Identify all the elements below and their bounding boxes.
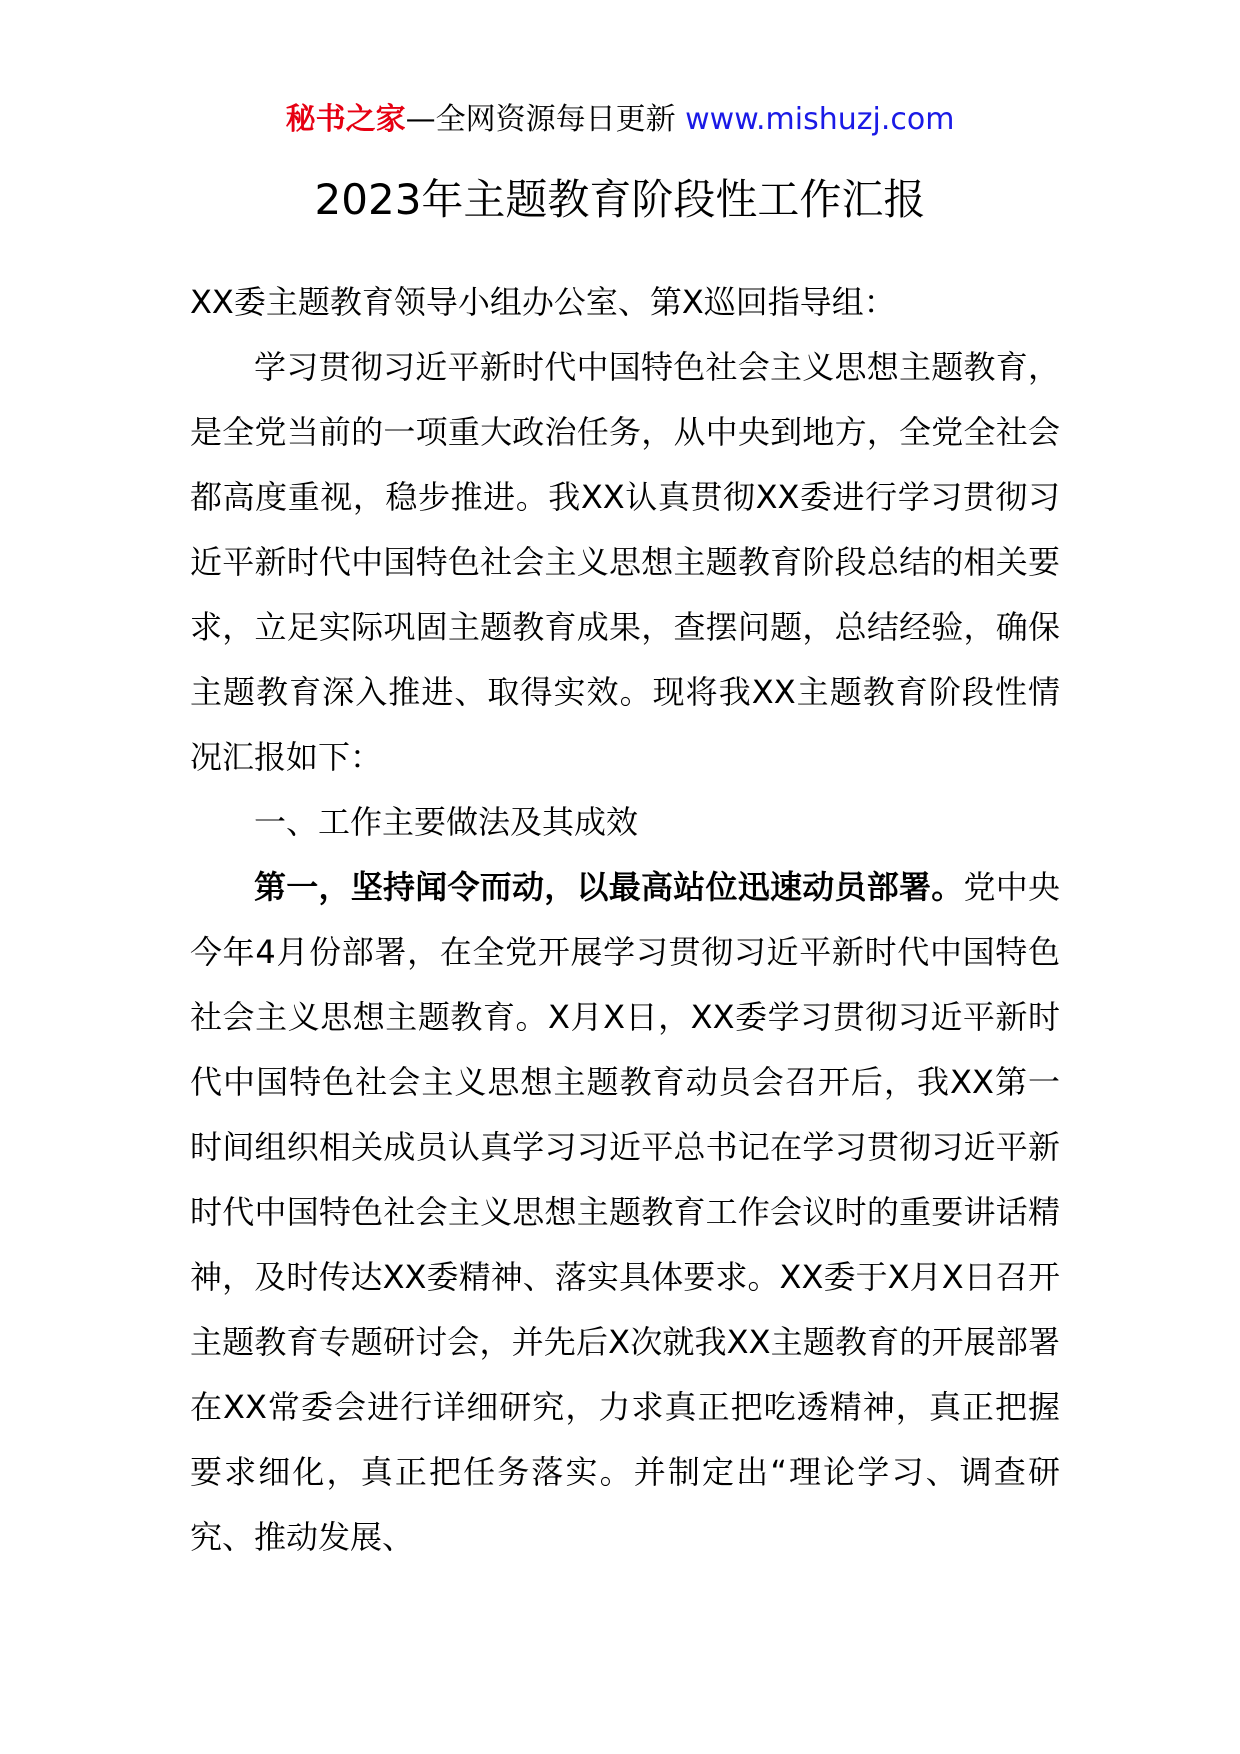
brand-name: 秘书之家 [285, 102, 406, 137]
section-heading-1: 一、工作主要做法及其成效 [254, 803, 639, 841]
paragraph-first-point-body: 党中央今年4月份部署，在全党开展学习贯彻习近平新时代中国特色社会主义思想主题教育。X月X日，XX委学习贯彻习近平新时代中国特色社会主义思想主题教育动员会召开后，我XX第一时间组织相关成员认真学习习近平总书记在学习贯彻习近平新时代中国特色社会主义思想主题教育工作会议时的重要讲话精神，及时传达XX委精神、落实具体要求。XX委于X月X日召开主题教育专题研讨会，并先后X次就我XX主题教育的开展部署在XX常委会进行详细研究，力求真正把吃透精神，真正把握要求细化，真正把任务落实。并制定出“理论学习、调查研究、推动发展、 [190, 868, 1060, 1556]
site-watermark-header [0, 98, 1240, 142]
paragraph-intro: 学习贯彻习近平新时代中国特色社会主义思想主题教育，是全党当前的一项重大政治任务，从中央到地方，全党全社会都高度重视，稳步推进。我XX认真贯彻XX委进行学习贯彻习近平新时代中国特色社会主义思想主题教育阶段总结的相关要求，立足实际巩固主题教育成果，查摆问题，总结经验，确保主题教育深入推进、取得实效。现将我XX主题教育阶段性情况汇报如下： [190, 348, 1060, 776]
salutation: XX委主题教育领导小组办公室、第X巡回指导组： [190, 283, 896, 321]
document-body [190, 270, 1060, 1570]
brand-slogan: —全网资源每日更新 [405, 102, 676, 137]
site-url: www.mishuzj.com [685, 102, 955, 137]
paragraph-lead-bold: 第一，坚持闻令而动，以最高站位迅速动员部署。 [254, 868, 964, 906]
document-title: 2023年主题教育阶段性工作汇报 [314, 175, 926, 224]
paragraph-first-point [190, 855, 1060, 1570]
